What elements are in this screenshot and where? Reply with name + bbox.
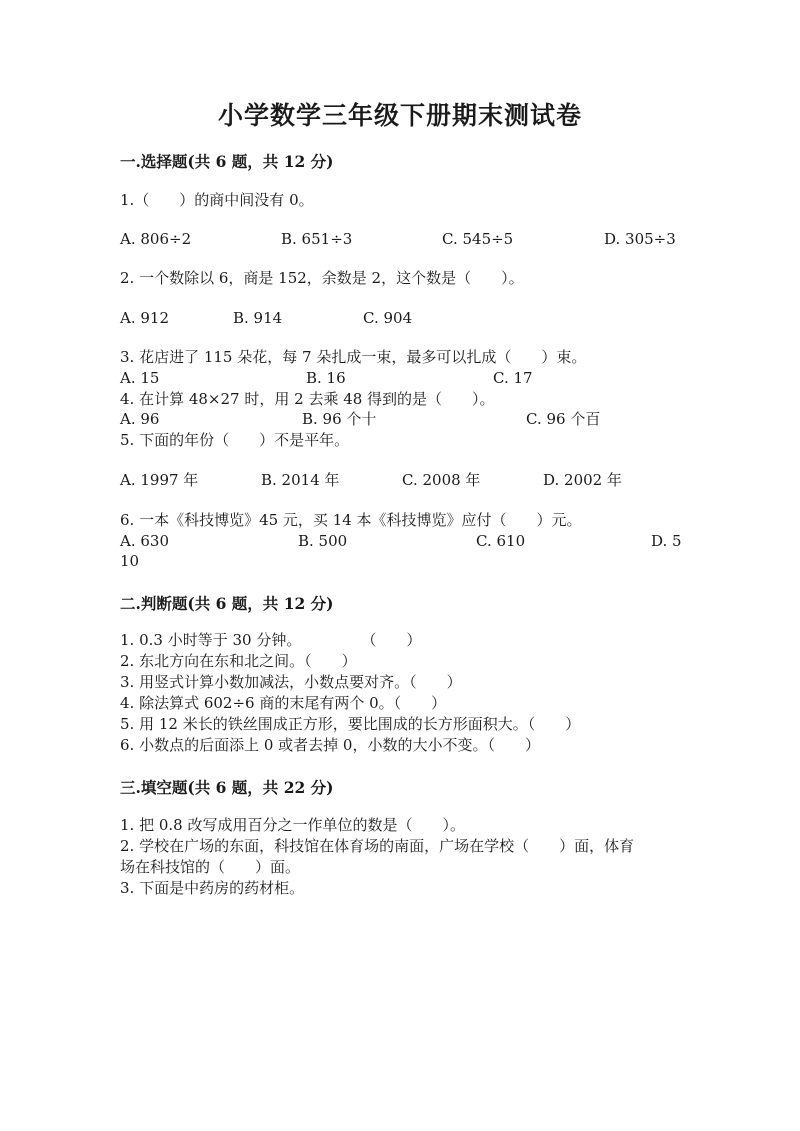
question-3-option-b: B. 16 [306,369,346,387]
fill-item-2-wrap: 场在科技馆的（ ）面。 [120,858,301,876]
section-heading-choice: 一.选择题(共 6 题，共 12 分) [120,152,334,171]
judge-item-1: 1. 0.3 小时等于 30 分钟。 （ ） [120,631,422,649]
question-5-stem: 5. 下面的年份（ ）不是平年。 [120,431,350,449]
question-5-option-b: B. 2014 年 [261,471,340,489]
question-3-option-a: A. 15 [120,369,160,387]
judge-item-4: 4. 除法算式 602÷6 商的末尾有两个 0。（ ） [120,694,447,712]
question-5-option-d: D. 2002 年 [543,471,622,489]
question-6-option-b: B. 500 [298,532,348,550]
question-1-option-d: D. 305÷3 [604,230,676,248]
question-1-stem: 1.（ ）的商中间没有 0。 [120,191,314,209]
question-1-option-c: C. 545÷5 [442,230,514,248]
judge-item-5: 5. 用 12 米长的铁丝围成正方形，要比围成的长方形面积大。（ ） [120,715,581,733]
question-3-option-c: C. 17 [493,369,533,387]
question-4-option-b: B. 96 个十 [302,410,377,428]
page-title: 小学数学三年级下册期末测试卷 [217,101,582,130]
question-6-option-a: A. 630 [120,532,169,550]
question-4-stem: 4. 在计算 48×27 时，用 2 去乘 48 得到的是（ ）。 [120,390,495,408]
judge-item-3: 3. 用竖式计算小数加减法，小数点要对齐。（ ） [120,673,462,691]
question-2-option-a: A. 912 [120,309,169,327]
question-1-option-a: A. 806÷2 [120,230,192,248]
question-4-option-c: C. 96 个百 [526,410,601,428]
question-5-option-c: C. 2008 年 [402,471,481,489]
fill-item-3: 3. 下面是中药房的药材柜。 [120,879,305,897]
fill-item-1: 1. 把 0.8 改写成用百分之一作单位的数是（ ）。 [120,816,465,834]
fill-item-2: 2. 学校在广场的东面，科技馆在体育场的南面，广场在学校（ ）面，体育 [120,837,635,855]
question-2-option-b: B. 914 [233,309,283,327]
judge-item-6: 6. 小数点的后面添上 0 或者去掉 0，小数的大小不变。（ ） [120,736,540,754]
question-5-option-a: A. 1997 年 [120,471,199,489]
section-heading-fill: 三.填空题(共 6 题，共 22 分) [120,778,334,797]
question-4-option-a: A. 96 [120,410,160,428]
question-6-option-d: D. 5 [651,532,682,550]
question-2-stem: 2. 一个数除以 6，商是 152，余数是 2，这个数是（ ）。 [120,269,524,287]
question-6-stem: 6. 一本《科技博览》45 元，买 14 本《科技博览》应付（ ）元。 [120,511,582,529]
question-3-stem: 3. 花店进了 115 朵花，每 7 朵扎成一束，最多可以扎成（ ）束。 [120,348,587,366]
question-1-option-b: B. 651÷3 [281,230,353,248]
question-2-option-c: C. 904 [363,309,413,327]
question-6-option-d-wrap: 10 [120,552,140,570]
question-6-option-c: C. 610 [476,532,526,550]
section-heading-judge: 二.判断题(共 6 题，共 12 分) [120,594,334,613]
judge-item-2: 2. 东北方向在东和北之间。（ ） [120,652,357,670]
